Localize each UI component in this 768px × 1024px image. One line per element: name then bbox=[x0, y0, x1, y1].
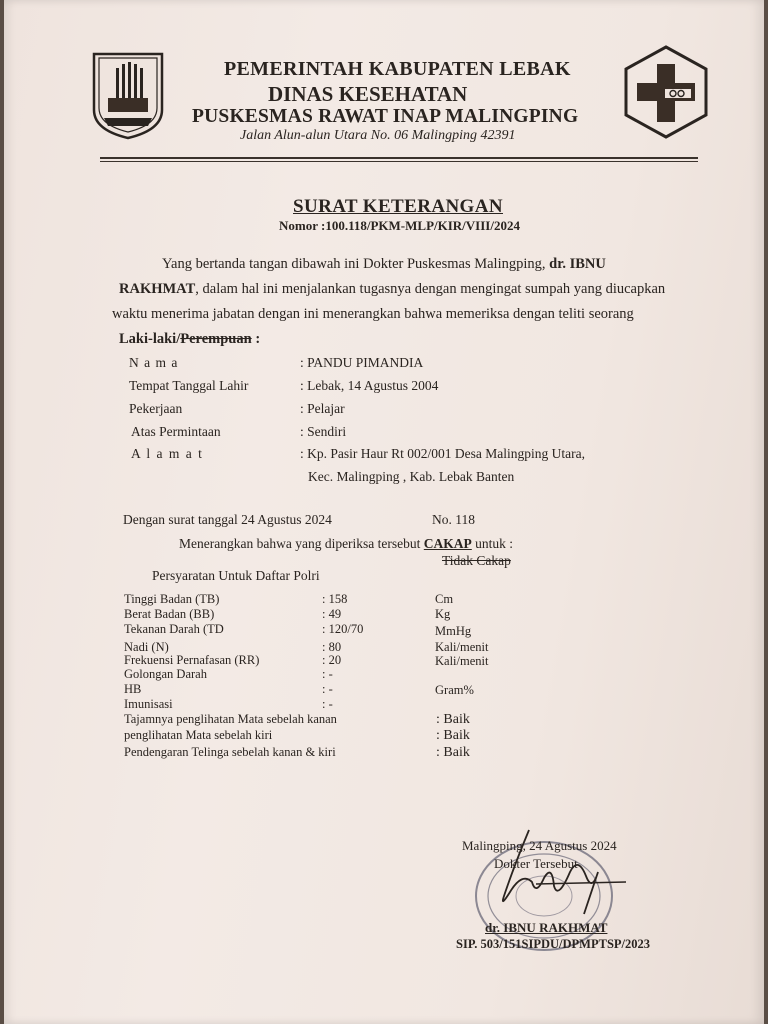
exam-label-blood-type: Golongan Darah bbox=[124, 667, 207, 681]
health-cross-logo-icon bbox=[621, 44, 711, 140]
exam-value-hb: : - bbox=[322, 682, 333, 696]
sense-label-left-eye: penglihatan Mata sebelah kiri bbox=[124, 728, 273, 742]
identity-label-birth: Tempat Tanggal Lahir bbox=[129, 378, 249, 393]
exam-value-weight: : 49 bbox=[322, 607, 342, 621]
requirement-heading: Persyaratan Untuk Daftar Polri bbox=[152, 568, 320, 583]
result-not-fit-struck: Tidak Cakap bbox=[442, 553, 511, 568]
identity-value-request: : Sendiri bbox=[300, 424, 347, 439]
exam-value-immunization: : - bbox=[322, 697, 333, 711]
sense-value-hearing: : Baik bbox=[436, 745, 470, 760]
sense-label-hearing: Pendengaran Telinga sebelah kanan & kiri bbox=[124, 745, 336, 759]
exam-value-pulse: : 80 bbox=[322, 640, 342, 654]
header-institution: PUSKESMAS RAWAT INAP MALINGPING bbox=[192, 106, 579, 127]
identity-value-name: : PANDU PIMANDIA bbox=[300, 355, 424, 370]
result-fit: CAKAP bbox=[423, 536, 472, 551]
exam-unit-pulse: Kali/menit bbox=[435, 640, 489, 654]
exam-unit-blood-pressure: MmHg bbox=[435, 624, 472, 638]
exam-label-height: Tinggi Badan (TB) bbox=[124, 592, 220, 606]
doctor-surname-inline: RAKHMAT bbox=[119, 281, 196, 297]
exam-unit-hb: Gram% bbox=[435, 683, 474, 697]
exam-value-height: : 158 bbox=[322, 592, 348, 606]
exam-label-respiration: Frekuensi Pernafasan (RR) bbox=[124, 653, 260, 667]
signature-name: dr. IBNU RAKHMAT bbox=[485, 920, 608, 935]
identity-value-address: : Kp. Pasir Haur Rt 002/001 Desa Malingping Utara, bbox=[300, 446, 585, 461]
sense-label-right-eye: Tajamnya penglihatan Mata sebelah kanan bbox=[124, 712, 337, 726]
header-department: DINAS KESEHATAN bbox=[268, 82, 468, 106]
document-page bbox=[4, 0, 764, 1024]
intro-line-3: waktu menerima jabatan dengan ini menerangkan bahwa memeriksa dengan teliti seorang bbox=[112, 306, 634, 322]
letter-number: No. 118 bbox=[432, 512, 475, 527]
intro-line-1: Yang bertanda tangan dibawah ini Dokter Puskesmas Malingping, dr. IBNU bbox=[162, 256, 606, 272]
header-rule bbox=[100, 157, 698, 159]
header-address: Jalan Alun-alun Utara No. 06 Malingping 42391 bbox=[240, 128, 516, 143]
sense-value-left-eye: : Baik bbox=[436, 728, 470, 743]
identity-value-job: : Pelajar bbox=[300, 401, 345, 416]
regency-emblem-icon bbox=[90, 48, 166, 140]
identity-label-address: A l a m a t bbox=[131, 446, 204, 461]
exam-label-weight: Berat Badan (BB) bbox=[124, 607, 215, 621]
sense-value-right-eye: : Baik bbox=[436, 712, 470, 727]
letter-date: Dengan surat tanggal 24 Agustus 2024 bbox=[123, 512, 332, 527]
identity-address-continued: Kec. Malingping , Kab. Lebak Banten bbox=[308, 469, 515, 484]
identity-label-request: Atas Permintaan bbox=[131, 424, 221, 439]
result-line: Menerangkan bahwa yang diperiksa tersebut CAKAP untuk : bbox=[179, 536, 514, 551]
header-government: PEMERINTAH KABUPATEN LEBAK bbox=[224, 58, 571, 80]
identity-label-name: N a m a bbox=[129, 355, 179, 370]
exam-label-hb: HB bbox=[124, 682, 142, 696]
intro-line-2: RAKHMAT, dalam hal ini menjalankan tugasnya dengan mengingat sumpah yang diucapkan bbox=[119, 281, 666, 297]
doctor-name-inline: dr. IBNU bbox=[549, 256, 606, 272]
gender-line: Laki-laki/Perempuan : bbox=[119, 331, 261, 347]
identity-label-job: Pekerjaan bbox=[129, 401, 183, 416]
exam-label-pulse: Nadi (N) bbox=[124, 640, 169, 654]
document-title: SURAT KETERANGAN bbox=[293, 196, 503, 217]
exam-label-blood-pressure: Tekanan Darah (TD bbox=[124, 622, 224, 636]
signature-role: Dokter Tersebut bbox=[494, 856, 578, 871]
exam-unit-respiration: Kali/menit bbox=[435, 654, 489, 668]
exam-unit-height: Cm bbox=[435, 592, 454, 606]
identity-value-birth: : Lebak, 14 Agustus 2004 bbox=[300, 378, 439, 393]
exam-value-blood-type: : - bbox=[322, 667, 333, 681]
header-rule-thin bbox=[100, 161, 698, 162]
exam-value-blood-pressure: : 120/70 bbox=[322, 622, 364, 636]
exam-value-respiration: : 20 bbox=[322, 653, 342, 667]
exam-label-immunization: Imunisasi bbox=[124, 697, 173, 711]
exam-unit-weight: Kg bbox=[435, 607, 451, 621]
signature-sip: SIP. 503/151SIPDU/DPMPTSP/2023 bbox=[456, 937, 651, 951]
document-number: Nomor :100.118/PKM-MLP/KIR/VIII/2024 bbox=[279, 218, 520, 233]
signature-place-date: Malingping, 24 Agustus 2024 bbox=[462, 838, 617, 853]
